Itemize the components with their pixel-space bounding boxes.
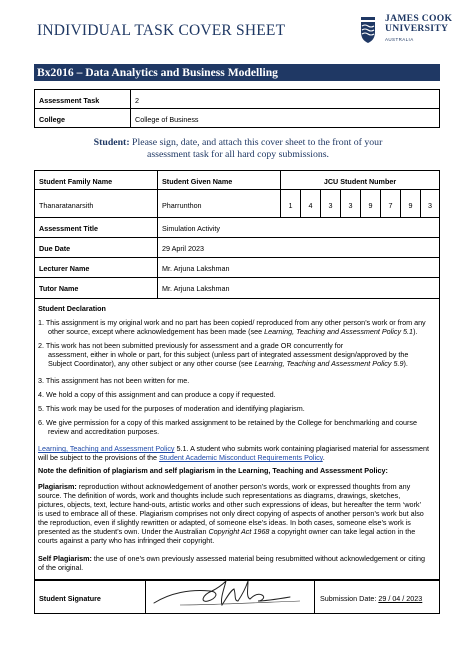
college-value: College of Business bbox=[135, 115, 199, 124]
item1-policy: Learning, Teaching and Assessment Policy 5.1 bbox=[264, 327, 414, 336]
submission-date bbox=[320, 594, 422, 603]
plag-line-5: the reproduction, even if slightly rewritten or adapted, of someone else’s ideas. In both cases, someone else’s work is bbox=[38, 518, 411, 527]
tutor-cell bbox=[157, 277, 440, 299]
student-number-digit-value: 4 bbox=[308, 201, 313, 210]
student-number-digit bbox=[380, 189, 401, 218]
student-number-digit-value: 3 bbox=[348, 201, 353, 210]
instruction-line-1: Please sign, date, and attach this cover sheet to the front of your bbox=[132, 137, 383, 148]
policy-text: 5.1. A student who submits work containing plagiarised material for assessment bbox=[174, 444, 430, 453]
family-name-value: Thanaratanarsith bbox=[39, 201, 94, 210]
item2-policy: Learning, Teaching and Assessment Policy 5.9 bbox=[254, 359, 404, 368]
self-line-1: the use of one’s own previously assessed material being resubmitted without acknowledgement or citing bbox=[91, 554, 426, 563]
student-number-digit bbox=[300, 189, 321, 218]
assessment-title-value: Simulation Activity bbox=[162, 224, 220, 233]
given-name-label: Student Given Name bbox=[162, 177, 233, 186]
self-line-2: of the original. bbox=[38, 563, 84, 572]
lecturer-value: Mr. Arjuna Lakshman bbox=[162, 264, 230, 273]
tutor-label: Tutor Name bbox=[39, 284, 79, 293]
logo-line-2: UNIVERSITY bbox=[385, 23, 449, 34]
subject-title: Bx2016 – Data Analytics and Business Modelling bbox=[37, 66, 278, 79]
family-name-cell bbox=[34, 189, 158, 218]
item1-b: other source, except where acknowledgement has been made (see bbox=[48, 327, 265, 336]
given-name-value: Pharrunthon bbox=[162, 201, 202, 210]
student-number-digit bbox=[360, 189, 381, 218]
assessment-task-label: Assessment Task bbox=[39, 96, 100, 105]
student-number-digit bbox=[420, 189, 440, 218]
signature-row bbox=[34, 580, 440, 614]
item2-c: Subject Coordinator), any other subject or any other course (see bbox=[48, 359, 255, 368]
assessment-task-value: 2 bbox=[135, 96, 139, 105]
subject-banner bbox=[34, 64, 440, 81]
declaration-item-6 bbox=[38, 418, 444, 436]
item2-a: 2. This work has not been submitted previously for assessment and a grade OR concurrently for bbox=[38, 341, 344, 350]
student-number-digit bbox=[400, 189, 421, 218]
given-name-cell bbox=[157, 189, 281, 218]
submission-date-value: 29 / 04 / 2023 bbox=[378, 594, 423, 603]
plag-line-7: courts against a party who has infringed their copyright. bbox=[38, 536, 215, 545]
university-name bbox=[385, 14, 452, 34]
declaration-item-1 bbox=[38, 318, 444, 336]
self-plagiarism-label: Self Plagiarism: bbox=[38, 554, 92, 563]
declaration-item-5: 5. This work may be used for the purposes of moderation and identifying plagiarism. bbox=[38, 404, 305, 413]
student-number-digit bbox=[320, 189, 341, 218]
declaration-item-2 bbox=[38, 341, 444, 368]
given-name-header bbox=[157, 170, 281, 190]
instruction-text bbox=[36, 137, 440, 161]
assessment-title-label-cell bbox=[34, 217, 158, 238]
submission-date-label: Submission Date: bbox=[320, 594, 379, 603]
college-value-cell bbox=[130, 108, 440, 128]
due-date-value: 29 April 2023 bbox=[162, 244, 204, 253]
lecturer-label: Lecturer Name bbox=[39, 264, 90, 273]
item1-a: 1. This assignment is my original work and no part has been copied/ reproduced from any other person’s work or from any bbox=[38, 318, 426, 327]
assessment-task-value-cell bbox=[130, 89, 440, 109]
assessment-title-label: Assessment Title bbox=[39, 224, 98, 233]
plagiarism-label: Plagiarism: bbox=[38, 482, 77, 491]
policy-text-2: will be subject to the provisions of the bbox=[38, 453, 160, 462]
family-name-label: Student Family Name bbox=[39, 177, 113, 186]
plag-line-4: is used to embrace all of these. Plagiarism comprises not only direct copying of aspects of another person’s work but also bbox=[38, 509, 424, 518]
student-declaration bbox=[34, 298, 440, 580]
policy-paragraph bbox=[38, 444, 434, 462]
plag-line-6b: a copyright owner can take legal action in the bbox=[269, 527, 416, 536]
logo-line-3: AUSTRALIA bbox=[385, 37, 414, 42]
plagiarism-definition bbox=[38, 482, 434, 545]
item6-b: review and accreditation purposes. bbox=[48, 427, 160, 436]
handwritten-signature-icon bbox=[150, 575, 310, 615]
instruction-prefix: Student: bbox=[93, 137, 130, 148]
plagiarism-note-heading: Note the definition of plagiarism and self plagiarism in the Learning, Teaching and Assessment Policy: bbox=[38, 466, 388, 475]
college-label-cell bbox=[34, 108, 131, 128]
family-name-header bbox=[34, 170, 158, 190]
plag-line-6: presented as the student’s own. Under the Australian bbox=[38, 527, 209, 536]
tutor-value: Mr. Arjuna Lakshman bbox=[162, 284, 230, 293]
student-number-digit-value: 1 bbox=[288, 201, 293, 210]
item6-a: 6. We give permission for a copy of this marked assignment to be retained by the College for benchmarking and course bbox=[38, 418, 418, 427]
policy-end: . bbox=[322, 453, 325, 462]
misconduct-policy-link[interactable]: Student Academic Misconduct Requirements Policy bbox=[159, 453, 323, 462]
declaration-item-4: 4. We hold a copy of this assignment and can produce a copy if requested. bbox=[38, 390, 276, 399]
plag-line-3: pictures, objects, text, lecture hand-outs, artistic works and other such expressions of ideas, but hereafter the term ‘work’ bbox=[38, 500, 422, 509]
signature-label: Student Signature bbox=[39, 594, 101, 603]
plag-line-2: source. The definition of words, work and thoughts include such representations as diagrams, drawings, sketches, bbox=[38, 491, 401, 500]
assessment-title-cell bbox=[157, 217, 440, 238]
due-date-label-cell bbox=[34, 237, 158, 258]
student-number-digit bbox=[340, 189, 361, 218]
policy-link[interactable]: Learning, Teaching and Assessment Policy bbox=[38, 444, 175, 453]
declaration-item-3: 3. This assignment has not been written for me. bbox=[38, 376, 190, 385]
student-number-digit bbox=[280, 189, 301, 218]
college-label: College bbox=[39, 115, 65, 124]
lecturer-cell bbox=[157, 257, 440, 278]
student-number-header bbox=[280, 170, 440, 190]
page-title: INDIVIDUAL TASK COVER SHEET bbox=[37, 22, 286, 39]
self-plagiarism-definition bbox=[38, 554, 434, 572]
due-date-label: Due Date bbox=[39, 244, 71, 253]
copyright-act: Copyright Act 1968 bbox=[208, 527, 270, 536]
plag-line-1: reproduction without acknowledgement of another person’s words, work or expressed thoughts from any bbox=[76, 482, 411, 491]
item2-b: assessment, either in whole or part, for this subject (unless part of integrated assessment design/approved by the bbox=[48, 350, 409, 359]
assessment-task-label-cell bbox=[34, 89, 131, 109]
student-number-digit-value: 7 bbox=[388, 201, 393, 210]
student-number-digit-value: 3 bbox=[428, 201, 432, 210]
declaration-heading: Student Declaration bbox=[38, 304, 106, 313]
student-number-digit-value: 9 bbox=[368, 201, 373, 210]
signature-divider bbox=[145, 581, 146, 613]
date-divider bbox=[314, 581, 315, 613]
logo-line-1: JAMES COOK bbox=[385, 13, 453, 24]
item1-d: ). bbox=[413, 327, 418, 336]
student-number-digit-value: 3 bbox=[328, 201, 333, 210]
instruction-line-2: assessment task for all hard copy submissions. bbox=[146, 149, 330, 160]
item2-e: ). bbox=[403, 359, 408, 368]
tutor-label-cell bbox=[34, 277, 158, 299]
student-number-digit-value: 9 bbox=[408, 201, 413, 210]
student-number-label: JCU Student Number bbox=[323, 177, 397, 186]
lecturer-label-cell bbox=[34, 257, 158, 278]
due-date-cell bbox=[157, 237, 440, 258]
